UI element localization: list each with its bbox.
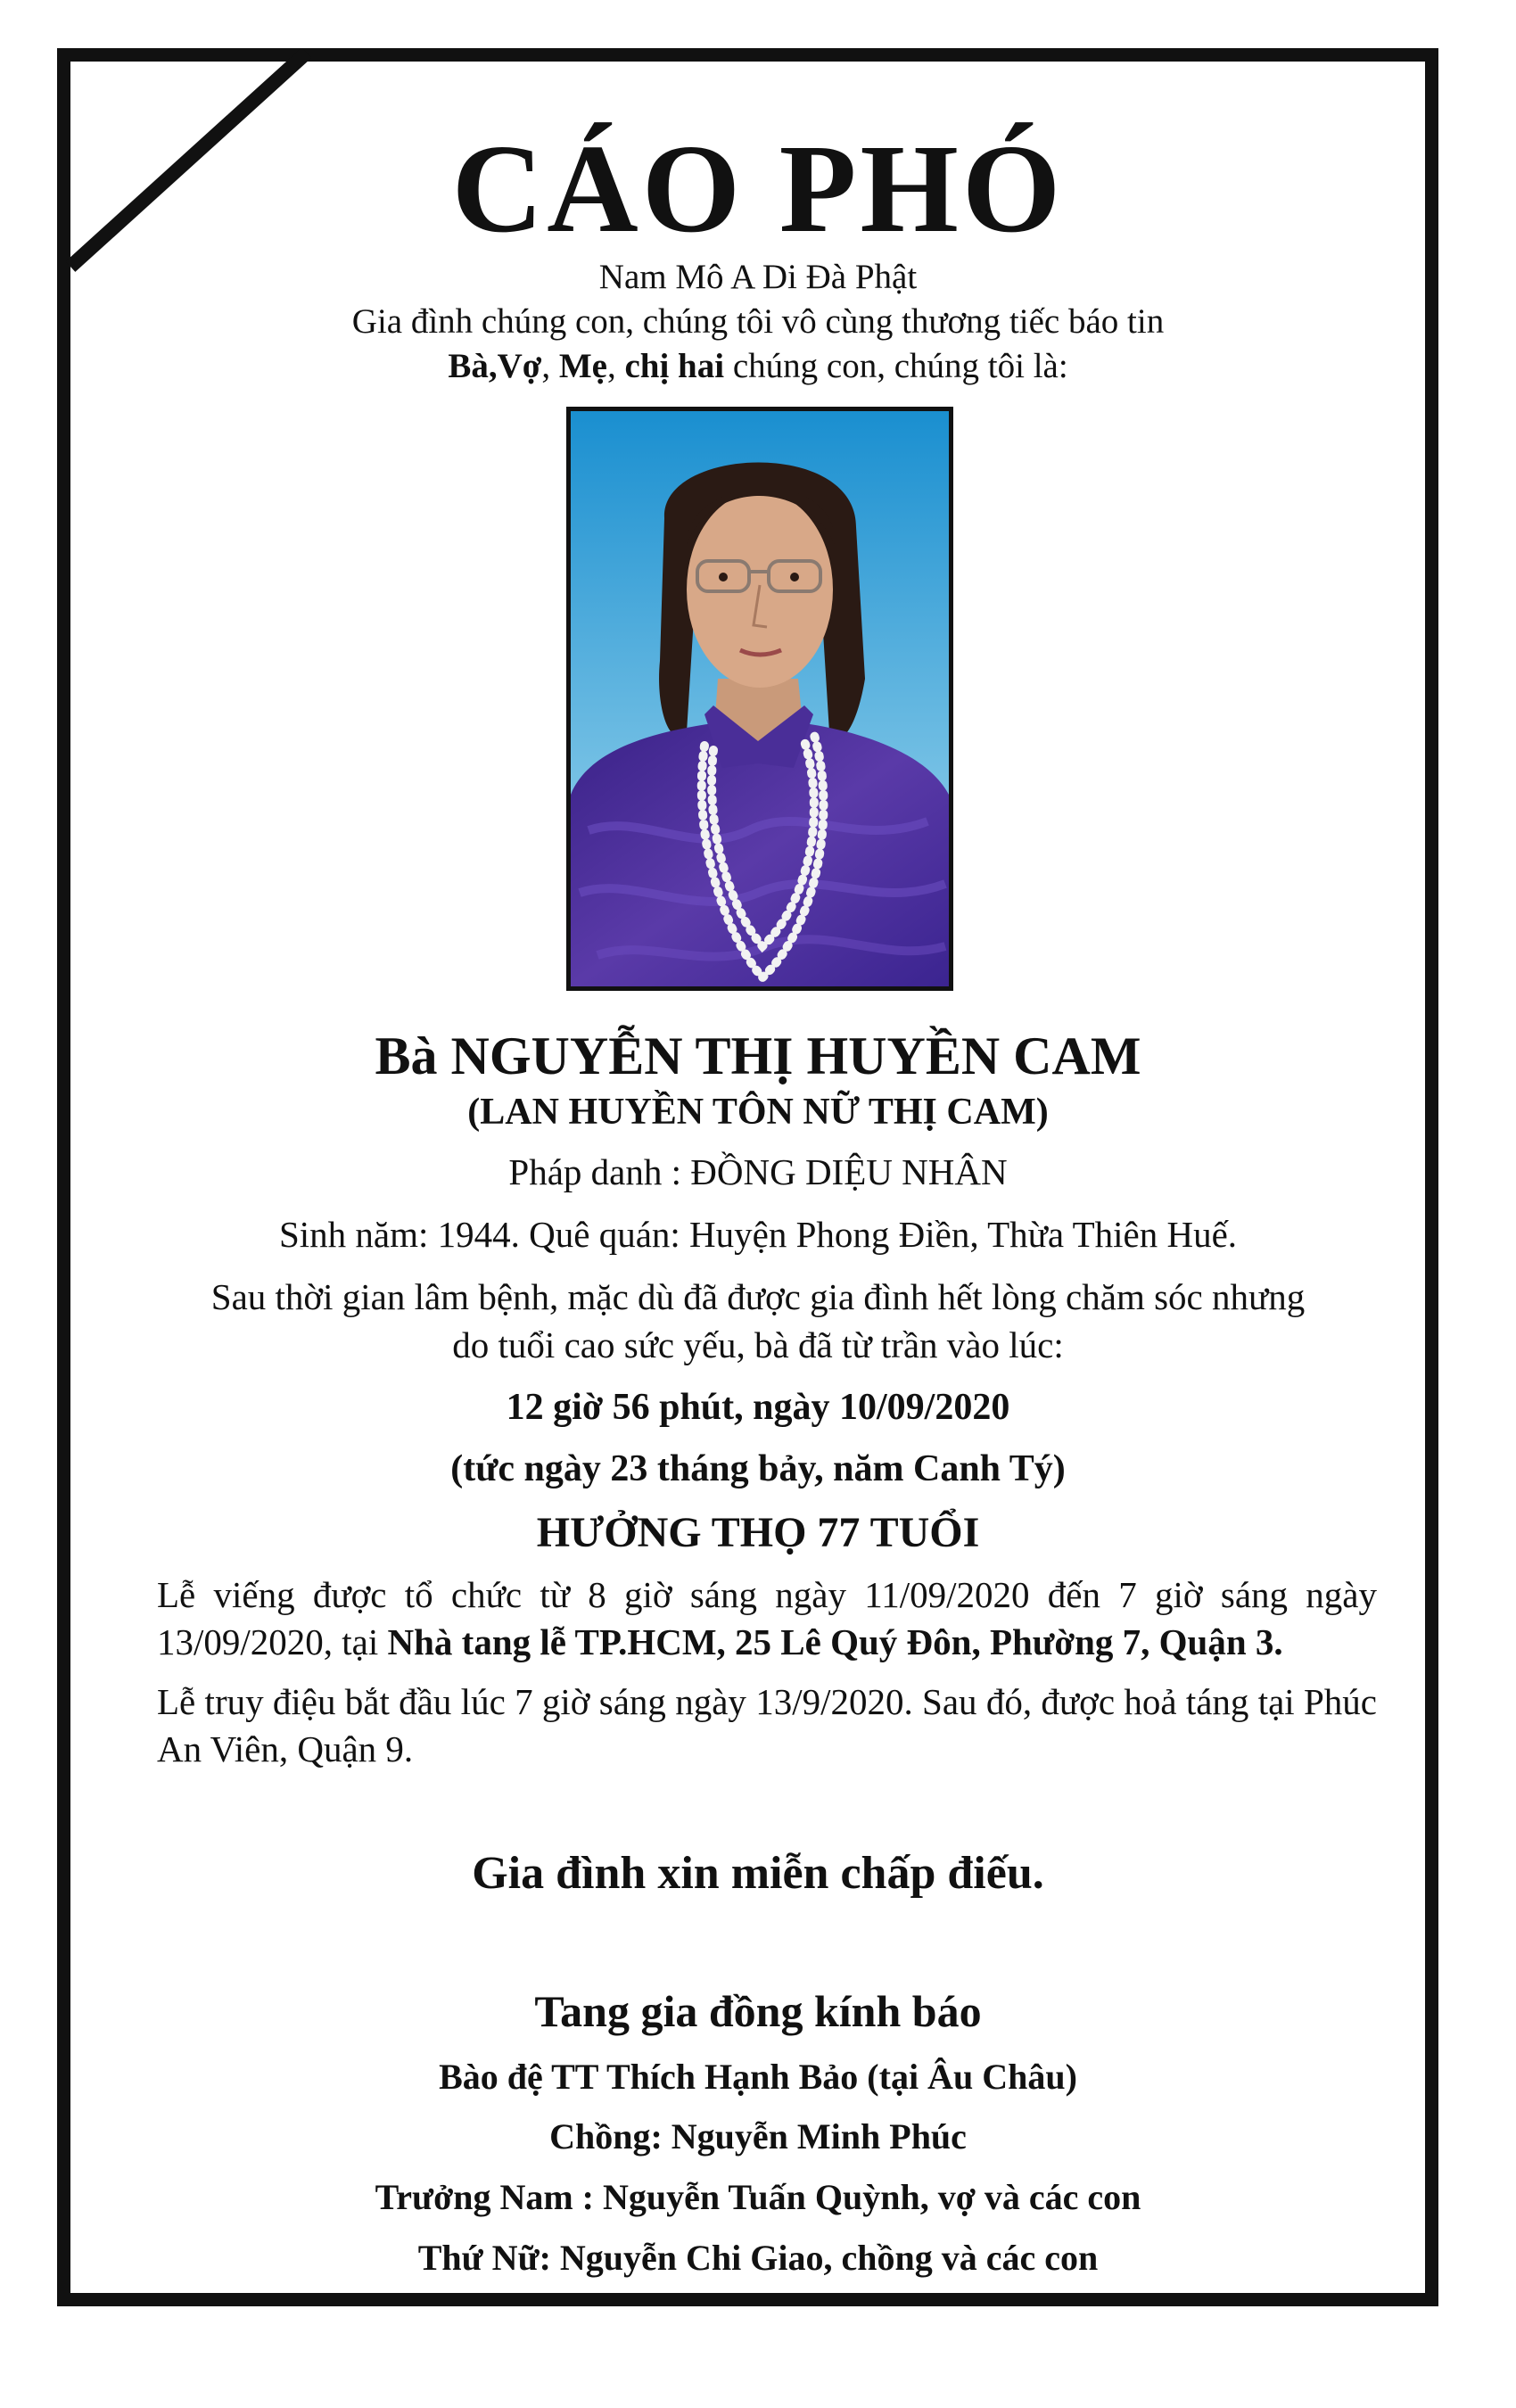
birth-info: Sinh năm: 1944. Quê quán: Huyện Phong Điền, Thừa Thiên Huế.: [278, 1214, 1238, 1255]
illness-line-1: Sau thời gian lâm bệnh, mặc dù đã được gia đình hết lòng chăm sóc nhưng: [210, 1276, 1306, 1317]
dharma-name: Pháp danh : ĐỒNG DIỆU NHÂN: [508, 1151, 1008, 1192]
visitation-text: Lễ viếng được tổ chức từ 8 giờ sáng ngày 11/09/2020 đến 7 giờ sáng ngày 13/09/2020, tại: [157, 1574, 1377, 1663]
family-member: Thứ Nữ: Nguyễn Chi Giao, chồng và các con: [417, 2238, 1099, 2278]
family-member: Chồng: Nguyễn Minh Phúc: [549, 2116, 967, 2156]
age-line: HƯỞNG THỌ 77 TUỔI: [536, 1509, 980, 1556]
portrait-photo: [566, 407, 953, 991]
venue-text: Nhà tang lễ TP.HCM, 25 Lê Quý Đôn, Phường 7, Quận 3.: [387, 1621, 1283, 1663]
memorial-paragraph: Lễ truy điệu bắt đầu lúc 7 giờ sáng ngày 13/9/2020. Sau đó, được hoả táng tại Phúc An Viên, Quận 9.: [157, 1681, 1377, 1770]
illness-line-2: do tuổi cao sức yếu, bà đã từ trần vào lúc:: [452, 1324, 1064, 1365]
relation-1: Bà,: [448, 347, 498, 385]
family-member: Bào đệ TT Thích Hạnh Bảo (tại Âu Châu): [439, 2057, 1077, 2097]
announcers-title: Tang gia đồng kính báo: [534, 1986, 982, 2036]
relation-line: [0, 346, 1516, 388]
deceased-name: Bà NGUYỄN THỊ HUYỀN CAM: [375, 1027, 1141, 1085]
relation-sep-1: ,: [541, 347, 559, 385]
intro-line: Gia đình chúng con, chúng tôi vô cùng thương tiếc báo tin: [351, 302, 1165, 341]
deceased-alias: (LAN HUYỀN TÔN NỮ THỊ CAM): [467, 1092, 1049, 1133]
relation-3: Mẹ: [558, 347, 607, 385]
death-time: 12 giờ 56 phút, ngày 10/09/2020: [506, 1387, 1010, 1428]
prayer-line: Nam Mô A Di Đà Phật: [598, 258, 918, 296]
family-member: Trưởng Nam : Nguyễn Tuấn Quỳnh, vợ và các con: [375, 2177, 1141, 2217]
lunar-date: (tức ngày 23 tháng bảy, năm Canh Tý): [450, 1448, 1066, 1489]
relation-4: chị hai: [624, 347, 725, 385]
no-condolence-note: Gia đình xin miễn chấp điếu.: [472, 1848, 1044, 1899]
relation-sep-2: ,: [606, 347, 625, 385]
visitation-paragraph: [157, 1571, 1377, 1667]
page-title: CÁO PHÓ: [451, 118, 1065, 259]
relation-suffix: chúng con, chúng tôi là:: [724, 347, 1068, 385]
relation-2: Vợ: [497, 347, 542, 385]
